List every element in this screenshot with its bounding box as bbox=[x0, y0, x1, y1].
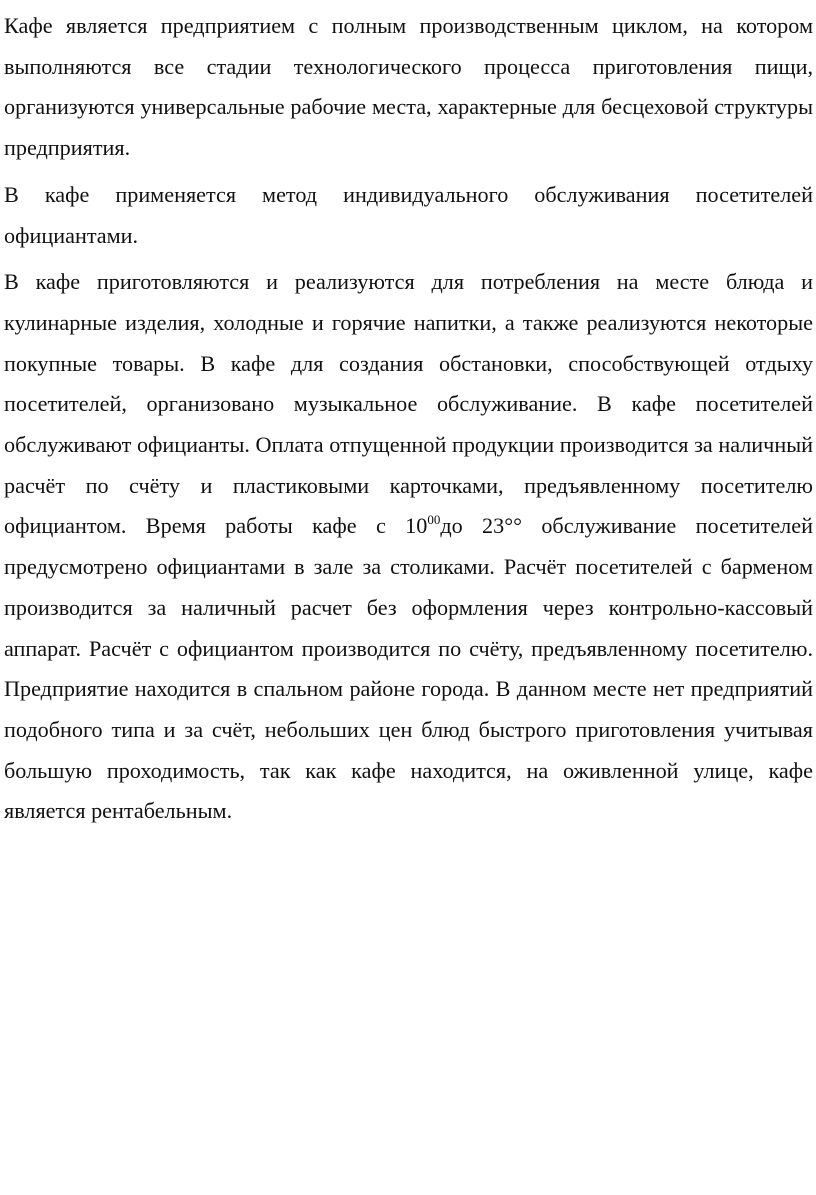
paragraph-1: Кафе является предприятием с полным производственным циклом, на котором выполняются все стадии технологического процесса приготовления пищи, организуются универсальные рабочие места, характерные для бесцеховой структуры предприятия. bbox=[4, 13, 813, 161]
paragraph-3 bbox=[4, 262, 813, 832]
paragraph-3-text-end: до 23°° обслуживание посетителей предусмотрено официантами в зале за столиками. Расчёт посетителей с барменом производится за наличный расчет без оформления через контрольно-кассовый аппарат. Расчёт с официантом производится по счёту, предъявленному посетителю. Предприятие находится в спальном районе города. В данном месте нет предприятий подобного типа и за счёт, небольших цен блюд быстрого приготовления учитывая большую проходимость, так как кафе находится, на оживленной улице, кафе является рентабельным. bbox=[4, 513, 813, 824]
paragraph-2: В кафе применяется метод индивидуального обслуживания посетителей официантами. bbox=[4, 181, 813, 248]
superscript-minutes: 00 bbox=[427, 512, 441, 528]
paragraph-3-text-start: В кафе приготовляются и реализуются для потребления на месте блюда и кулинарные изделия, холодные и горячие напитки, а также реализуются некоторые покупные товары. В кафе для создания обстановки, способствующей отдыху посетителей, организовано музыкальное обслуживание. В кафе посетителей обслуживают официанты. Оплата отпущенной продукции производится за наличный расчёт по счёту и пластиковыми карточками, предъявленному посетителю официантом. Время работы кафе с 10 bbox=[4, 269, 813, 539]
